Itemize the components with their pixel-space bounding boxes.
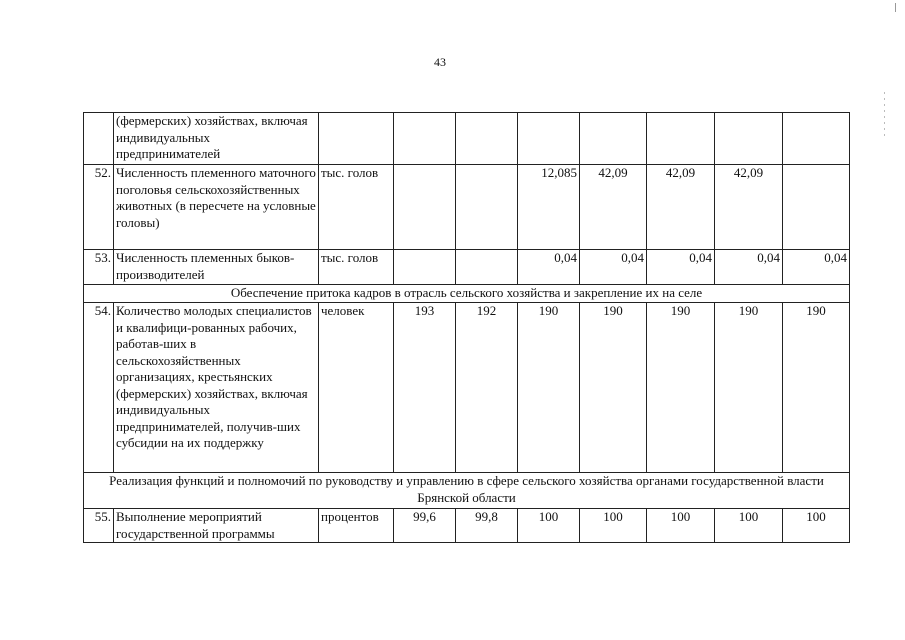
row-number: 53. bbox=[84, 250, 114, 285]
value-cell: 100 bbox=[580, 509, 647, 543]
indicator-name: Выполнение мероприятий государственной программы bbox=[114, 509, 319, 543]
value-cell: 42,09 bbox=[580, 165, 647, 250]
value-cell: 0,04 bbox=[580, 250, 647, 285]
table-row bbox=[84, 165, 850, 250]
indicator-name: Количество молодых специалистов и квалифици-рованных рабочих, работав-ших в сельскохозяйственных организациях, крестьянских (фермерских) хозяйствах, включая индивидуальных предпринимателей, получив-ших субсидии на их поддержку bbox=[114, 303, 319, 473]
row-number: 55. bbox=[84, 509, 114, 543]
value-cell: 42,09 bbox=[647, 165, 715, 250]
value-cell: 100 bbox=[715, 509, 783, 543]
section-title: Обеспечение притока кадров в отрасль сельского хозяйства и закрепление их на селе bbox=[84, 285, 850, 303]
value-cell bbox=[715, 113, 783, 165]
value-cell bbox=[456, 250, 518, 285]
section-header-row bbox=[84, 473, 850, 509]
table-row bbox=[84, 303, 850, 473]
value-cell: 100 bbox=[518, 509, 580, 543]
indicator-name: (фермерских) хозяйствах, включая индивидуальных предпринимателей bbox=[114, 113, 319, 165]
value-cell: 0,04 bbox=[783, 250, 850, 285]
value-cell: 193 bbox=[394, 303, 456, 473]
unit-cell: человек bbox=[319, 303, 394, 473]
value-cell bbox=[647, 113, 715, 165]
indicator-name: Численность племенных быков-производителей bbox=[114, 250, 319, 285]
value-cell: 192 bbox=[456, 303, 518, 473]
scan-edge-dots bbox=[884, 92, 885, 138]
value-cell: 42,09 bbox=[715, 165, 783, 250]
value-cell: 0,04 bbox=[715, 250, 783, 285]
value-cell: 12,085 bbox=[518, 165, 580, 250]
value-cell bbox=[456, 165, 518, 250]
value-cell: 190 bbox=[783, 303, 850, 473]
value-cell: 190 bbox=[580, 303, 647, 473]
value-cell: 190 bbox=[715, 303, 783, 473]
value-cell bbox=[394, 113, 456, 165]
section-header-row bbox=[84, 285, 850, 303]
row-number: 54. bbox=[84, 303, 114, 473]
indicators-table bbox=[83, 112, 850, 543]
value-cell: 99,6 bbox=[394, 509, 456, 543]
page-number: 43 bbox=[434, 55, 446, 69]
value-cell: 100 bbox=[647, 509, 715, 543]
value-cell: 99,8 bbox=[456, 509, 518, 543]
unit-cell: тыс. голов bbox=[319, 165, 394, 250]
value-cell bbox=[456, 113, 518, 165]
value-cell bbox=[580, 113, 647, 165]
value-cell bbox=[394, 165, 456, 250]
value-cell: 190 bbox=[647, 303, 715, 473]
section-title: Реализация функций и полномочий по руководству и управлению в сфере сельского хозяйства органами государственной власти Брянской области bbox=[84, 473, 850, 509]
row-number: 52. bbox=[84, 165, 114, 250]
row-number bbox=[84, 113, 114, 165]
value-cell bbox=[518, 113, 580, 165]
value-cell: 190 bbox=[518, 303, 580, 473]
value-cell bbox=[394, 250, 456, 285]
indicator-name: Численность племенного маточного поголовья сельскохозяйственных животных (в пересчете на условные головы) bbox=[114, 165, 319, 250]
value-cell bbox=[783, 165, 850, 250]
unit-cell: тыс. голов bbox=[319, 250, 394, 285]
unit-cell bbox=[319, 113, 394, 165]
table-row bbox=[84, 113, 850, 165]
unit-cell: процентов bbox=[319, 509, 394, 543]
value-cell: 100 bbox=[783, 509, 850, 543]
table-row bbox=[84, 250, 850, 285]
table-row bbox=[84, 509, 850, 543]
scan-edge-mark bbox=[895, 3, 896, 12]
value-cell bbox=[783, 113, 850, 165]
value-cell: 0,04 bbox=[647, 250, 715, 285]
value-cell: 0,04 bbox=[518, 250, 580, 285]
